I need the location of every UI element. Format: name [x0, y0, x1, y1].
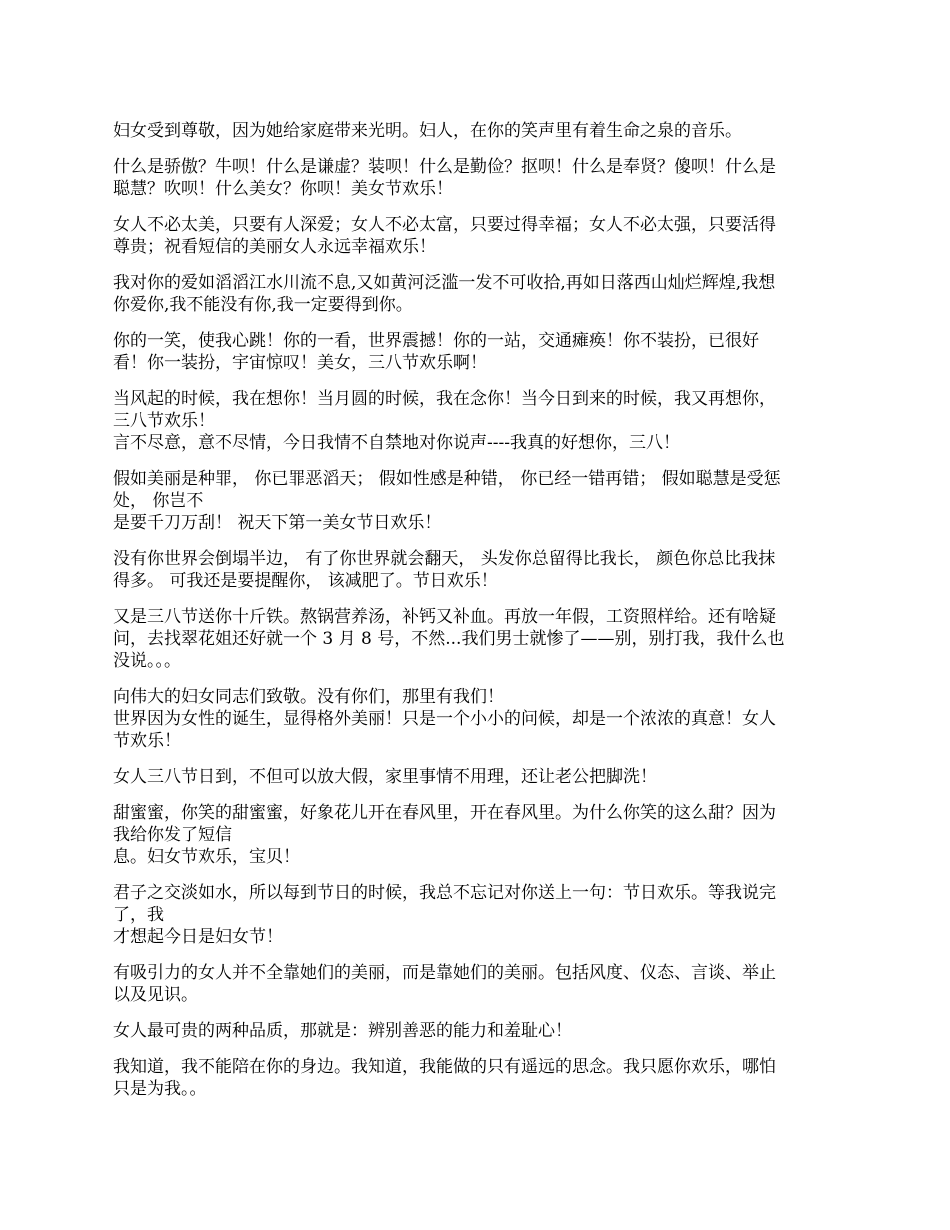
text-line: 我给你发了短信 — [113, 825, 232, 845]
paragraph — [113, 388, 841, 454]
text-line: 又是三八节送你十斤铁。熬锅营养汤，补钙又补血。再放一年假，工资照样给。还有啥疑 — [113, 607, 776, 627]
text-line: 你的一笑，使我心跳！你的一看，世界震撼！你的一站，交通瘫痪！你不装扮，已很好 — [113, 331, 759, 351]
text-line: 你爱你,我不能没有你,我一定要得到你。 — [113, 295, 413, 315]
text-line: 处， 你岂不 — [113, 491, 204, 511]
text-line: 是要千刀万刮！ 祝天下第一美女节日欢乐！ — [113, 513, 442, 533]
paragraph — [113, 272, 841, 316]
text-line: 君子之交淡如水，所以每到节日的时候，我总不忘记对你送上一句：节日欢乐。等我说完 — [113, 883, 776, 903]
paragraph — [113, 330, 841, 374]
text-line: 我对你的爱如滔滔江水川流不息,又如黄河泛滥一发不可收拾,再如日落西山灿烂辉煌,我想 — [113, 273, 776, 293]
text-line: 了，我 — [113, 905, 164, 925]
text-line: 女人不必太美，只要有人深爱；女人不必太富，只要过得幸福；女人不必太强，只要活得 — [113, 215, 776, 235]
text-line: 女人最可贵的两种品质，那就是：辨别善恶的能力和羞耻心！ — [113, 1021, 572, 1041]
text-line: 以及见识。 — [113, 985, 198, 1005]
text-line: 得多。 可我还是要提醒你， 该减肥了。节日欢乐！ — [113, 571, 498, 591]
text-line: 有吸引力的女人并不全靠她们的美丽，而是靠她们的美丽。包括风度、仪态、言谈、举止 — [113, 963, 776, 983]
text-line: 言不尽意，意不尽情，今日我情不自禁地对你说声----我真的好想你，三八！ — [113, 433, 680, 453]
paragraph — [113, 468, 841, 534]
text-line: 我知道，我不能陪在你的身边。我知道，我能做的只有遥远的思念。我只愿你欢乐，哪怕 — [113, 1057, 776, 1077]
paragraph — [113, 882, 841, 948]
text-line: 甜蜜蜜，你笑的甜蜜蜜，好象花儿开在春风里，开在春风里。为什么你笑的这么甜？因为 — [113, 803, 776, 823]
text-line: 向伟大的妇女同志们致敬。没有你们，那里有我们！ — [113, 687, 504, 707]
document-body — [113, 120, 841, 1114]
text-line: 节欢乐！ — [113, 731, 181, 751]
text-line: 才想起今日是妇女节！ — [113, 927, 283, 947]
text-line: 息。妇女节欢乐，宝贝！ — [113, 847, 300, 867]
text-line: 只是为我。。 — [113, 1079, 207, 1099]
text-line: 尊贵；祝看短信的美丽女人永远幸福欢乐！ — [113, 237, 436, 257]
text-line: 女人三八节日到，不但可以放大假，家里事情不用理，还让老公把脚洗！ — [113, 767, 657, 787]
text-line: 假如美丽是种罪， 你已罪恶滔天； 假如性感是种错， 你已经一错再错； 假如聪慧是受惩 — [113, 469, 781, 489]
text-line: 什么是骄傲？牛呗！什么是谦虚？装呗！什么是勤俭？抠呗！什么是奉贤？傻呗！什么是 — [113, 157, 776, 177]
paragraph — [113, 156, 841, 200]
text-line: 妇女受到尊敬，因为她给家庭带来光明。妇人，在你的笑声里有着生命之泉的音乐。 — [113, 121, 742, 141]
paragraph — [113, 1056, 841, 1100]
text-line: 问，去找翠花姐还好就一个 3 月 8 号，不然...我们男士就惨了——别，别打我，我什么也 — [113, 629, 785, 649]
paragraph — [113, 214, 841, 258]
paragraph — [113, 548, 841, 592]
paragraph — [113, 962, 841, 1006]
paragraph — [113, 802, 841, 868]
paragraph — [113, 766, 841, 788]
paragraph — [113, 120, 841, 142]
text-line: 三八节欢乐！ — [113, 411, 215, 431]
paragraph — [113, 686, 841, 752]
text-line: 世界因为女性的诞生，显得格外美丽！只是一个小小的问候，却是一个浓浓的真意！女人 — [113, 709, 776, 729]
text-line: 没说。。。 — [113, 651, 181, 671]
paragraph — [113, 1020, 841, 1042]
paragraph — [113, 606, 841, 672]
text-line: 聪慧？吹呗！什么美女？你呗！美女节欢乐！ — [113, 179, 453, 199]
text-line: 当风起的时候，我在想你！当月圆的时候，我在念你！当今日到来的时候，我又再想你， — [113, 389, 776, 409]
text-line: 看！你一装扮，宇宙惊叹！美女，三八节欢乐啊！ — [113, 353, 487, 373]
text-line: 没有你世界会倒塌半边， 有了你世界就会翻天， 头发你总留得比我长， 颜色你总比我抹 — [113, 549, 776, 569]
